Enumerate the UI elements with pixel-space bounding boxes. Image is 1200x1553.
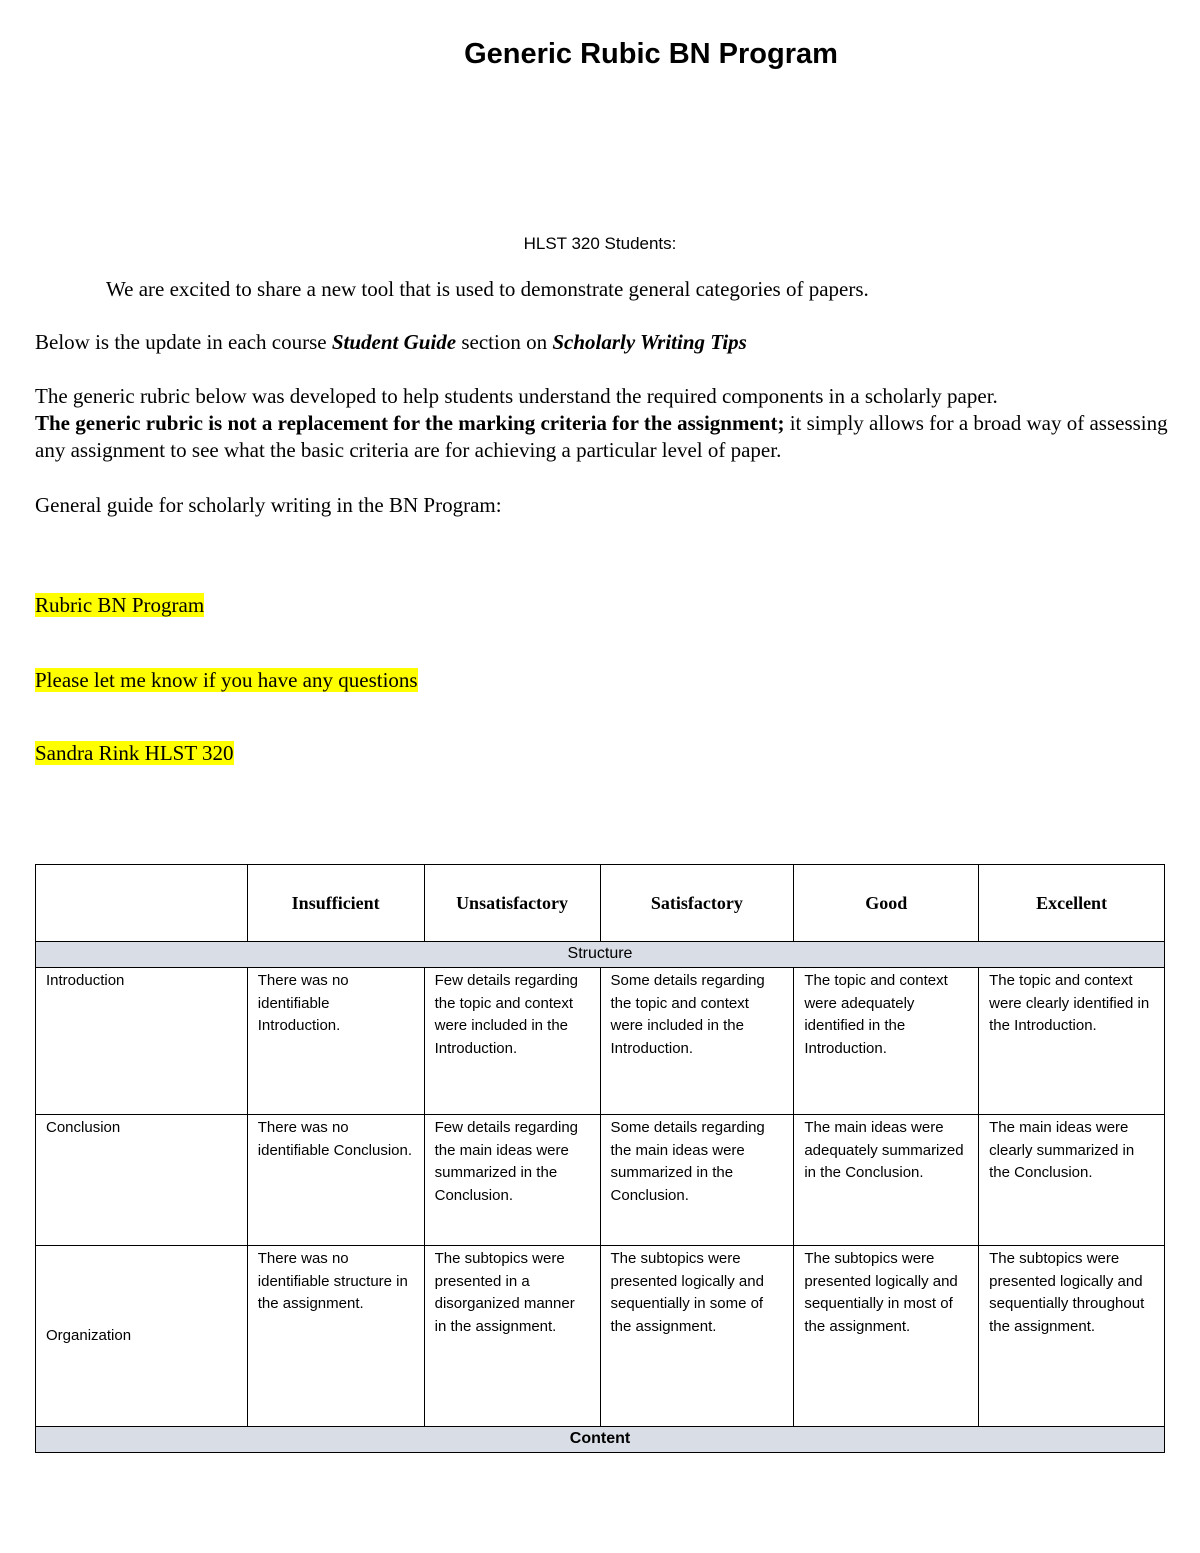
criterion-introduction: Introduction bbox=[36, 968, 248, 1115]
table-cell: There was no identifiable Introduction. bbox=[247, 968, 424, 1115]
rubric-bn-program-link[interactable]: Rubric BN Program bbox=[35, 593, 205, 617]
table-cell: The subtopics were presented logically and sequentially throughout the assignment. bbox=[979, 1246, 1165, 1427]
header-satisfactory: Satisfactory bbox=[600, 865, 794, 942]
section-content: Content bbox=[36, 1427, 1165, 1453]
table-cell: Few details regarding the main ideas were summarized in the Conclusion. bbox=[424, 1115, 600, 1246]
table-cell: The subtopics were presented logically and sequentially in some of the assignment. bbox=[600, 1246, 794, 1427]
table-cell: The main ideas were adequately summarized in the Conclusion. bbox=[794, 1115, 979, 1246]
header-good: Good bbox=[794, 865, 979, 942]
table-cell: There was no identifiable structure in the assignment. bbox=[247, 1246, 424, 1427]
table-row bbox=[36, 1115, 1165, 1246]
table-cell: The topic and context were clearly identified in the Introduction. bbox=[979, 968, 1165, 1115]
document-subtitle: HLST 320 Students: bbox=[523, 234, 677, 253]
table-row bbox=[36, 968, 1165, 1115]
table-cell: The topic and context were adequately identified in the Introduction. bbox=[794, 968, 979, 1115]
questions-note: Please let me know if you have any questions bbox=[35, 668, 418, 692]
header-insufficient: Insufficient bbox=[247, 865, 424, 942]
table-cell: Some details regarding the main ideas were summarized in the Conclusion. bbox=[600, 1115, 794, 1246]
rubric-table bbox=[35, 864, 1165, 1453]
header-row bbox=[36, 865, 1165, 942]
criterion-conclusion: Conclusion bbox=[36, 1115, 248, 1246]
table-cell: There was no identifiable Conclusion. bbox=[247, 1115, 424, 1246]
update-prefix: Below is the update in each course bbox=[35, 330, 332, 354]
student-guide-label: Student Guide bbox=[331, 330, 457, 354]
table-cell: Some details regarding the topic and context were included in the Introduction. bbox=[600, 968, 794, 1115]
header-unsatisfactory: Unsatisfactory bbox=[424, 865, 600, 942]
rubric-paragraph-bold: The generic rubric is not a replacement for the marking criteria for the assignment; bbox=[35, 411, 785, 435]
signature: Sandra Rink HLST 320 bbox=[35, 741, 234, 765]
scholarly-writing-tips-label: Scholarly Writing Tips bbox=[552, 330, 747, 354]
table-cell: Few details regarding the topic and context were included in the Introduction. bbox=[424, 968, 600, 1115]
header-cell-empty bbox=[36, 865, 248, 942]
guide-line: General guide for scholarly writing in the BN Program: bbox=[35, 493, 502, 517]
criterion-organization: Organization bbox=[36, 1246, 248, 1427]
table-row bbox=[36, 1246, 1165, 1427]
table-cell: The subtopics were presented logically and sequentially in most of the assignment. bbox=[794, 1246, 979, 1427]
section-structure: Structure bbox=[36, 942, 1165, 968]
table-cell: The main ideas were clearly summarized in the Conclusion. bbox=[979, 1115, 1165, 1246]
update-paragraph bbox=[35, 329, 1175, 356]
rubric-paragraph-line1: The generic rubric below was developed to help students understand the required components in a scholarly paper. bbox=[35, 384, 998, 408]
header-excellent: Excellent bbox=[979, 865, 1165, 942]
rubric-paragraph-rest: it simply allows for a broad way of assessing any assignment to see what the basic criteria are for achieving a particular level of paper. bbox=[35, 411, 1168, 462]
update-middle: section on bbox=[456, 330, 553, 354]
document-title: Generic Rubic BN Program bbox=[464, 38, 838, 70]
rubric-paragraph bbox=[35, 383, 1175, 464]
intro-paragraph: We are excited to share a new tool that is used to demonstrate general categories of papers. bbox=[106, 277, 869, 301]
table-cell: The subtopics were presented in a disorganized manner in the assignment. bbox=[424, 1246, 600, 1427]
